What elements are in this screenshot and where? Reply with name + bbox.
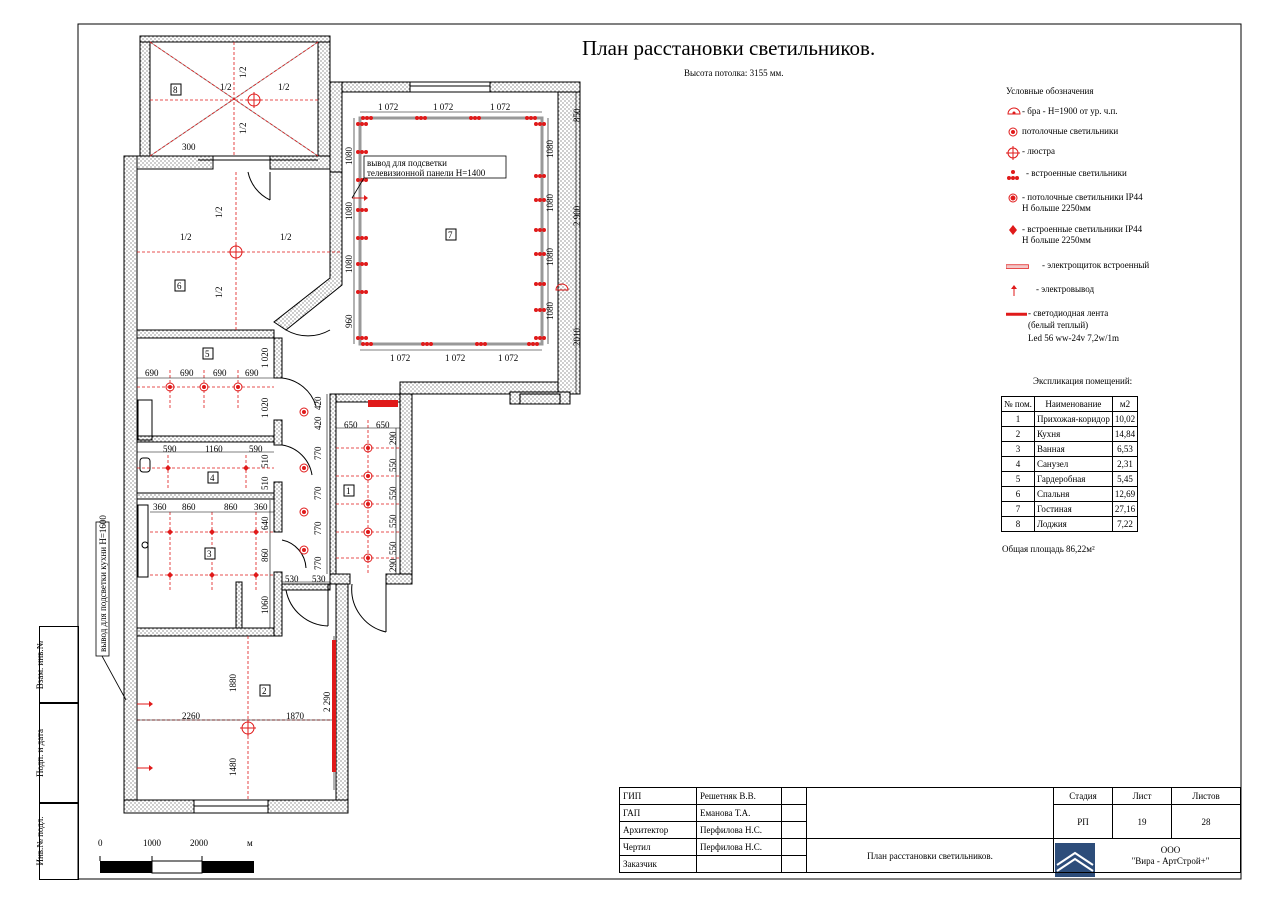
- recessed-light-icon: [421, 342, 433, 346]
- table-header: м2: [1112, 397, 1137, 412]
- dim-label: 690: [145, 368, 159, 378]
- company-line-2: "Вира - АртСтрой+": [1131, 855, 1210, 866]
- dim-label: 860: [260, 548, 270, 562]
- legend-heading: Условные обозначения: [1006, 86, 1094, 96]
- side-stamp: Подп. и дата: [39, 702, 79, 804]
- dim-label: 650: [376, 420, 390, 430]
- recessed-light-icon: [356, 208, 368, 212]
- side-stamp: Взам. инв.№: [39, 626, 79, 704]
- dim-label: 960: [344, 314, 354, 328]
- sheets-value: 28: [1172, 805, 1241, 839]
- dim-label: 850: [572, 108, 582, 122]
- recessed-light-icon: [534, 228, 546, 232]
- table-row: 7 Гостиная 27,16: [1002, 502, 1138, 517]
- recessed-light-icon: [534, 122, 546, 126]
- tv-note: телевизионной панели H=1400: [367, 168, 486, 178]
- recessed-light-ip44-icon: [167, 572, 173, 578]
- recessed-light-icon: [361, 342, 373, 346]
- dim-label: 640: [260, 516, 270, 530]
- electrical-outlet-icon: [1006, 284, 1036, 298]
- room-label: 6: [177, 281, 182, 291]
- dim-label: 1080: [545, 248, 555, 266]
- table-row: 4 Санузел 2,31: [1002, 457, 1138, 472]
- dim-label: 860: [224, 502, 238, 512]
- recessed-light-ip44-icon: [209, 529, 215, 535]
- recessed-light-ip44-icon: [253, 529, 259, 535]
- recessed-light-icon: [527, 342, 539, 346]
- sheet-label: Лист: [1113, 788, 1172, 805]
- legend: Условные обозначения - бра - H=1900 от ур. ч.п. потолочные светильники - люстра - встроенные светильники - потолочные светильники IP44 H больше 2250мм - встроенные светильники IP44 H больше 2250мм - электрощиток встроенный - электровывод - светодиодная лента (белый теплый) Led 56 ww-24v 7,2w/1m: [1006, 86, 1206, 104]
- dim-label: 1880: [228, 674, 238, 692]
- company-line-1: ООО: [1160, 844, 1181, 855]
- dim-label: 1870: [286, 711, 304, 721]
- stamp-role: Чертил: [620, 839, 697, 856]
- dim-label: 1 072: [498, 353, 519, 363]
- dim-label: 1 072: [445, 353, 466, 363]
- chandelier-icon: [240, 720, 256, 736]
- dim-label: 1 020: [260, 397, 270, 418]
- dim-label: 770: [313, 556, 323, 570]
- dim-label: 690: [213, 368, 227, 378]
- table-row: 2 Кухня 14,84: [1002, 427, 1138, 442]
- dim-label: 360: [254, 502, 268, 512]
- electrical-outlet-icon: [137, 765, 153, 771]
- dim-label: 770: [313, 446, 323, 460]
- dim-label: 360: [153, 502, 167, 512]
- dim-label: 650: [344, 420, 358, 430]
- table-header: № пом.: [1002, 397, 1035, 412]
- stamp-role: Заказчик: [620, 856, 697, 873]
- room-label: 8: [173, 85, 178, 95]
- recessed-light-icon: [534, 282, 546, 286]
- room-label: 1: [346, 486, 351, 496]
- recessed-light-icon: [356, 262, 368, 266]
- recessed-light-icon: [534, 174, 546, 178]
- dim-label: 1160: [205, 444, 223, 454]
- recessed-light-icon: [356, 336, 368, 340]
- side-stamp: Инв.№ подл.: [39, 802, 79, 880]
- dim-label: 1 072: [390, 353, 411, 363]
- dim-label: 290: [388, 558, 398, 572]
- ceiling-light-icon: [364, 472, 372, 480]
- recessed-light-icon: [415, 116, 427, 120]
- chandelier-icon: [246, 92, 262, 108]
- recessed-light-icon: [475, 342, 487, 346]
- table-row: 3 Ванная 6,53: [1002, 442, 1138, 457]
- recessed-light-icon: [356, 150, 368, 154]
- dim-label: 510: [260, 476, 270, 490]
- stamp-role: Архитектор: [620, 822, 697, 839]
- stage-value: РП: [1054, 805, 1113, 839]
- recessed-light-ip44-icon: [167, 529, 173, 535]
- ceiling-light-icon: [300, 508, 308, 516]
- dim-label: 1/2: [280, 232, 292, 242]
- scale-label: 2000: [190, 838, 208, 848]
- scale-bar: [100, 856, 254, 873]
- page-title: План расстановки светильников.: [582, 36, 876, 60]
- dim-label: 550: [388, 458, 398, 472]
- ceiling-light-icon: [364, 528, 372, 536]
- dim-label: 1080: [344, 147, 354, 165]
- dim-label: 550: [388, 541, 398, 555]
- dim-label: 420: [313, 416, 323, 430]
- dim-label: 2010: [572, 328, 582, 346]
- dim-label: 550: [388, 486, 398, 500]
- stamp-name: Перфилова Н.С.: [697, 822, 782, 839]
- dim-label: 1 072: [490, 102, 511, 112]
- explication-table: [1001, 396, 1138, 532]
- dim-label: 1/2: [238, 122, 248, 134]
- dim-label: 590: [163, 444, 177, 454]
- recessed-light-icon: [469, 116, 481, 120]
- kitchen-note: вывод для подсветки кухни H=1600: [98, 515, 108, 652]
- sheets-label: Листов: [1172, 788, 1241, 805]
- recessed-light-icon: [361, 116, 373, 120]
- dim-label: 1/2: [214, 286, 224, 298]
- stamp-role: ГИП: [620, 788, 697, 805]
- dim-label: 420: [313, 396, 323, 410]
- dim-label: 1080: [344, 202, 354, 220]
- dim-label: 1060: [260, 596, 270, 614]
- recessed-light-ip44-icon: [165, 465, 171, 471]
- electrical-panel-icon: [1006, 260, 1036, 274]
- dim-label: 1 072: [433, 102, 454, 112]
- dim-label: 1/2: [220, 82, 232, 92]
- room-label: 7: [448, 230, 453, 240]
- ceiling-light-icon: [300, 408, 308, 416]
- table-row: 8 Лоджия 7,22: [1002, 517, 1138, 532]
- dim-label: 2 900: [572, 205, 582, 226]
- recessed-light-icon: [525, 116, 537, 120]
- dim-label: 2260: [182, 711, 200, 721]
- ceiling-light-icon: [200, 383, 208, 391]
- electrical-outlet-icon: [137, 701, 153, 707]
- stage-label: Стадия: [1054, 788, 1113, 805]
- room-label: 2: [262, 686, 267, 696]
- dim-label: 1080: [545, 302, 555, 320]
- dim-label: 1080: [545, 194, 555, 212]
- dim-label: 2 290: [322, 691, 332, 712]
- room-label: 3: [207, 549, 212, 559]
- recessed-light-ip44-icon: [209, 572, 215, 578]
- dim-label: 530: [285, 574, 299, 584]
- ceiling-light-icon: [234, 383, 242, 391]
- dim-label: 550: [388, 514, 398, 528]
- dim-label: 690: [180, 368, 194, 378]
- dim-label: 1/2: [238, 66, 248, 78]
- dim-label: 770: [313, 521, 323, 535]
- ceiling-light-icon: [300, 546, 308, 554]
- dim-label: 1/2: [278, 82, 290, 92]
- dim-label: 590: [249, 444, 263, 454]
- recessed-light-icon: [356, 236, 368, 240]
- stamp-name: Решетняк В.В.: [697, 788, 782, 805]
- dim-label: 530: [312, 574, 326, 584]
- explication-caption: Экспликация помещений:: [1033, 376, 1133, 386]
- recessed-light-icon: [356, 122, 368, 126]
- stamp-name: [697, 856, 782, 873]
- scale-label: м: [247, 838, 253, 848]
- recessed-light-icon: [534, 336, 546, 340]
- chandelier-icon: [228, 244, 244, 260]
- recessed-light-icon: [356, 290, 368, 294]
- table-row: 1 Прихожая-коридор 10,02: [1002, 412, 1138, 427]
- sheet-value: 19: [1113, 805, 1172, 839]
- table-row: 5 Гардеробная 5,45: [1002, 472, 1138, 487]
- dim-label: 1080: [545, 140, 555, 158]
- title-block: [619, 787, 1241, 878]
- drawing-title: План расстановки светильников.: [807, 839, 1054, 873]
- recessed-light-ip44-icon: [243, 465, 249, 471]
- dim-label: 690: [245, 368, 259, 378]
- dim-label: 510: [260, 454, 270, 468]
- ceiling-light-icon: [300, 464, 308, 472]
- dim-label: 1 072: [378, 102, 399, 112]
- table-row: 6 Спальня 12,69: [1002, 487, 1138, 502]
- dim-label: 1/2: [180, 232, 192, 242]
- stamp-name: Еманова Т.А.: [697, 805, 782, 822]
- room-label: 4: [210, 473, 215, 483]
- dim-label: 860: [182, 502, 196, 512]
- dim-label: 290: [388, 431, 398, 445]
- ceiling-height: Высота потолка: 3155 мм.: [684, 68, 784, 78]
- dim-label: 1480: [228, 758, 238, 776]
- dim-label: 300: [182, 142, 196, 152]
- total-area: Общая площадь 86,22м²: [1002, 544, 1095, 554]
- dim-label: 770: [313, 486, 323, 500]
- fixtures: [137, 92, 568, 771]
- recessed-light-ip44-icon: [253, 572, 259, 578]
- scale-label: 1000: [143, 838, 161, 848]
- room-label: 5: [205, 349, 210, 359]
- table-header: Наименование: [1034, 397, 1112, 412]
- scale-label: 0: [98, 838, 103, 848]
- stamp-name: Перфилова Н.С.: [697, 839, 782, 856]
- dim-label: 1 020: [260, 347, 270, 368]
- dim-label: 1/2: [214, 206, 224, 218]
- stamp-role: ГАП: [620, 805, 697, 822]
- dim-label: 1080: [344, 255, 354, 273]
- tv-note: вывод для подсветки: [367, 158, 447, 168]
